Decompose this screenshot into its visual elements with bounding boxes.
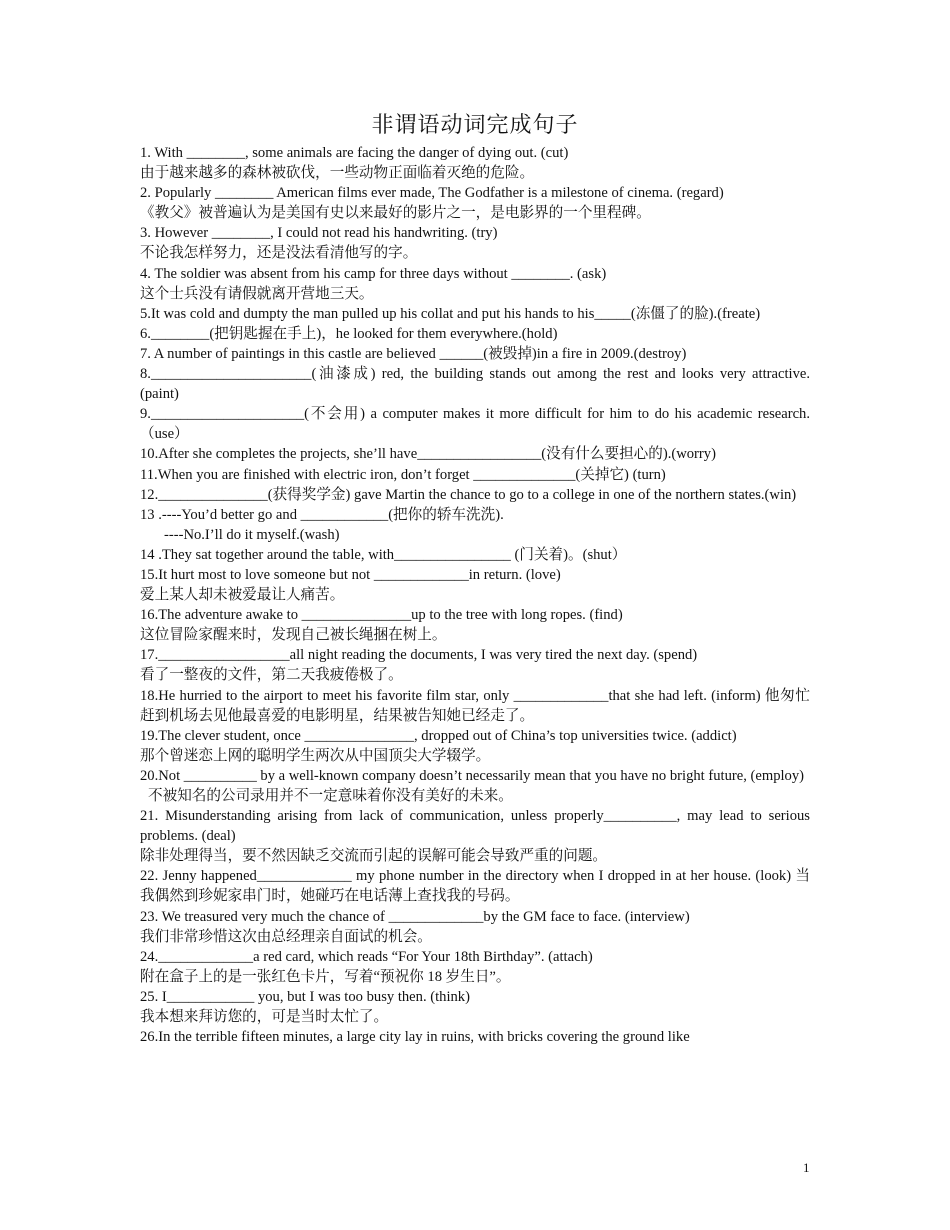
exercise-line: 20.Not __________ by a well-known company doesn’t necessarily mean that you have no bright future, (employ) <box>140 767 805 784</box>
translation-line: 看了一整夜的文件，第二天我疲倦极了。 <box>140 667 403 684</box>
translation-line: 由于越来越多的森林被砍伐，一些动物正面临着灭绝的危险。 <box>140 165 535 182</box>
exercise-line: 5.It was cold and dumpty the man pulled up his collat and put his hands to his_____(冻僵了的脸).(freate) <box>140 305 761 322</box>
page-number: 1 <box>803 1160 810 1175</box>
exercise-line: 14 .They sat together around the table, with________________ (门关着)。(shut） <box>140 546 627 563</box>
translation-line: 附在盒子上的是一张红色卡片，写着“预祝你 18 岁生日”。 <box>140 968 511 985</box>
exercise-line: 1. With ________, some animals are facing the danger of dying out. (cut) <box>140 145 569 161</box>
exercise-line: 13 .----You’d better go and ____________(把你的轿车洗洗). <box>140 506 504 523</box>
exercise-line: 11.When you are finished with electric iron, don’t forget ______________(关掉它) (turn) <box>140 466 666 483</box>
translation-line: 我们非常珍惜这次由总经理亲自面试的机会。 <box>140 928 432 945</box>
exercise-line: 4. The soldier was absent from his camp for three days without ________. (ask) <box>140 265 607 282</box>
exercise-line: 12._______________(获得奖学金) gave Martin the chance to go to a college in one of the northern states.(win) <box>140 486 797 503</box>
exercise-line: 6.________(把钥匙握在手上)，he looked for them everywhere.(hold) <box>140 325 558 342</box>
exercise-line: 21. Misunderstanding arising from lack of communication, unless properly__________, may lead to serious problems. (deal) <box>140 808 810 845</box>
exercise-line: 23. We treasured very much the chance of _____________by the GM face to face. (interview) <box>140 908 690 925</box>
exercise-line: 7. A number of paintings in this castle are believed ______(被毁掉)in a fire in 2009.(destroy) <box>140 345 687 362</box>
translation-line: 我本想来拜访您的，可是当时太忙了。 <box>140 1009 389 1026</box>
translation-line: 不论我怎样努力，还是没法看清他写的字。 <box>140 245 418 262</box>
exercise-line: 19.The clever student, once _______________, dropped out of China’s top universities twice. (addict) <box>140 727 737 744</box>
exercise-line: 22. Jenny happened_____________ my phone number in the directory when I dropped in at her house. (look) 当我偶然到珍妮家串门时，她碰巧在电话薄上查找我的号码。 <box>140 868 810 905</box>
translation-line: 除非处理得当，要不然因缺乏交流而引起的误解可能会导致严重的问题。 <box>140 848 608 865</box>
exercise-line: 16.The adventure awake to _______________up to the tree with long ropes. (find) <box>140 607 623 624</box>
dialogue-reply-line: ----No.I’ll do it myself.(wash) <box>164 526 340 543</box>
translation-line: 这个士兵没有请假就离开营地三天。 <box>140 285 374 302</box>
exercise-list <box>140 143 810 1047</box>
translation-line: 《教父》被普遍认为是美国有史以来最好的影片之一，是电影界的一个里程碑。 <box>140 205 651 222</box>
exercise-line: 17.__________________all night reading the documents, I was very tired the next day. (spend) <box>140 647 698 664</box>
translation-line: 爱上某人却未被爱最让人痛苦。 <box>140 587 345 604</box>
exercise-line: 10.After she completes the projects, she’ll have_________________(没有什么要担心的).(worry) <box>140 446 716 463</box>
translation-line: 这位冒险家醒来时，发现自己被长绳捆在树上。 <box>140 627 447 644</box>
exercise-line: 25. I____________ you, but I was too busy then. (think) <box>140 988 470 1005</box>
exercise-line: 18.He hurried to the airport to meet his favorite film star, only _____________that she had left. (inform) 他匆忙赶到机场去见他最喜爱的电影明星，结果被告知她已经走了。 <box>140 687 810 724</box>
translation-line: 不被知名的公司录用并不一定意味着你没有美好的未来。 <box>148 788 513 804</box>
exercise-line: 26.In the terrible fifteen minutes, a large city lay in ruins, with bricks covering the ground like <box>140 1029 690 1046</box>
exercise-line: 9._____________________(不会用) a computer makes it more difficult for him to do his academic research. （use） <box>140 406 810 443</box>
exercise-line: 2. Popularly ________ American films ever made, The Godfather is a milestone of cinema. (regard) <box>140 185 724 202</box>
exercise-line: 8.______________________(油漆成) red, the building stands out among the rest and looks very attractive. (paint) <box>140 366 810 403</box>
exercise-line: 3. However ________, I could not read his handwriting. (try) <box>140 225 498 242</box>
exercise-line: 24._____________a red card, which reads “For Your 18th Birthday”. (attach) <box>140 948 593 965</box>
translation-line: 那个曾迷恋上网的聪明学生两次从中国顶尖大学辍学。 <box>140 747 491 764</box>
exercise-line: 15.It hurt most to love someone but not _____________in return. (love) <box>140 566 561 583</box>
page-title: 非谓语动词完成句子 <box>371 112 579 137</box>
